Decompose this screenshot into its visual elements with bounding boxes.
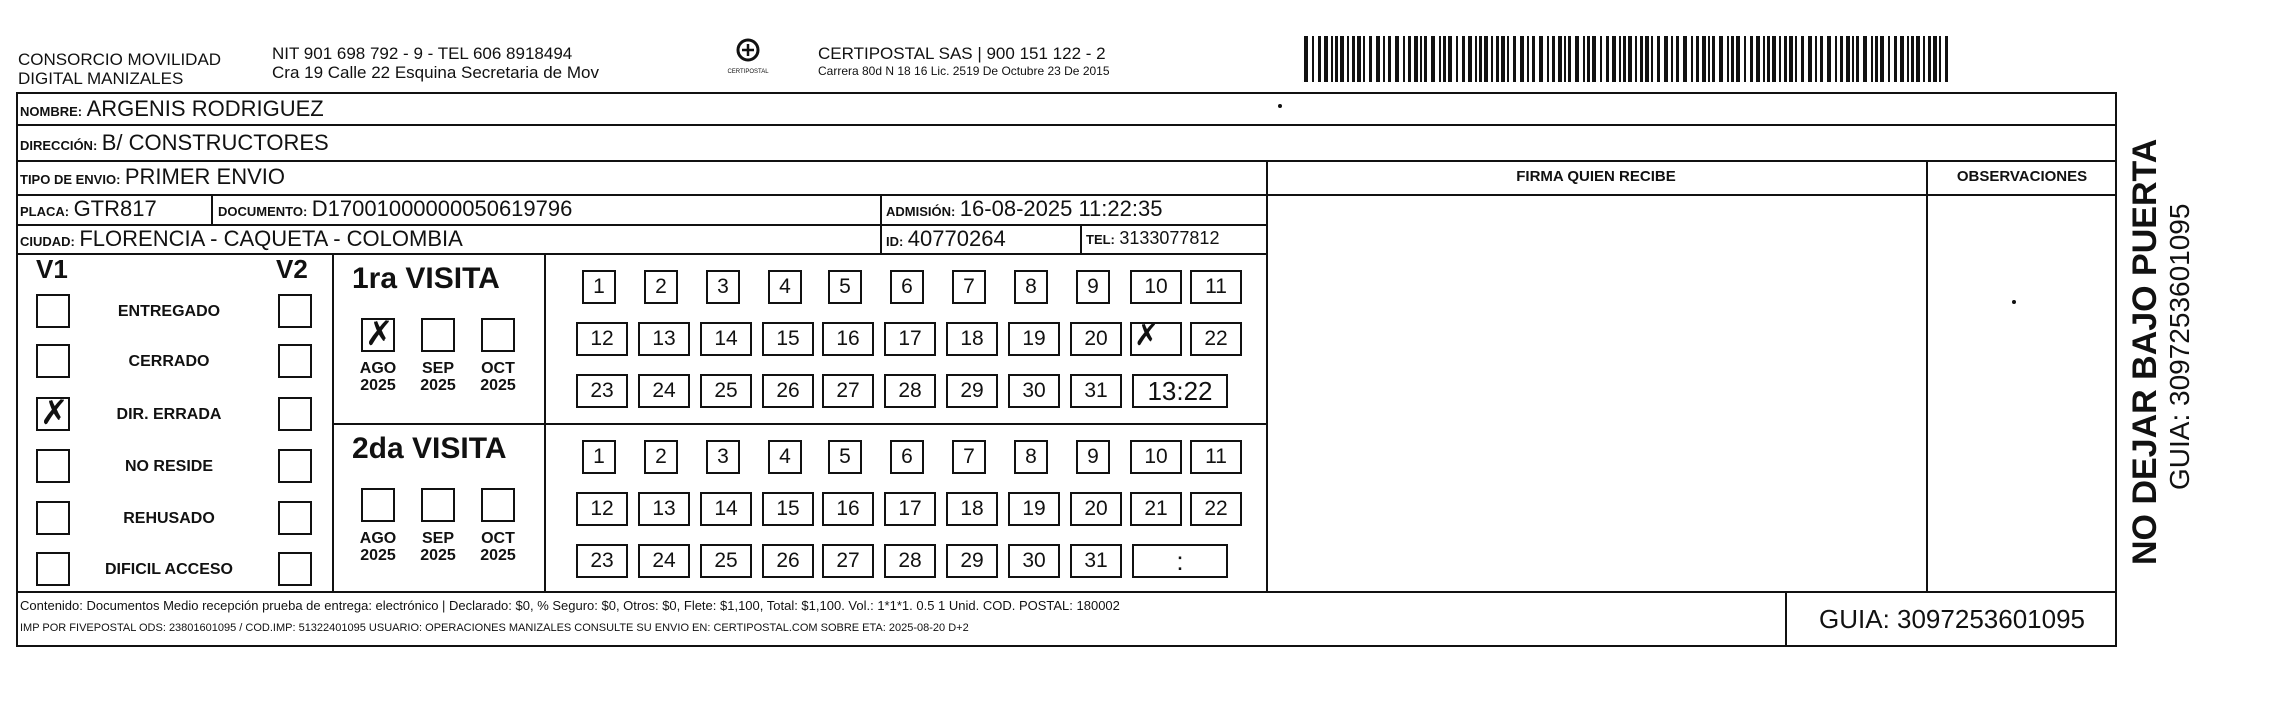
day-box[interactable]: 21 [1130, 492, 1182, 526]
day-box[interactable]: 13 [638, 322, 690, 356]
time-box[interactable]: 13:22 [1132, 374, 1228, 408]
barcode-bar [1827, 36, 1831, 82]
tel-label: TEL: [1086, 232, 1115, 247]
barcode-bar [1475, 36, 1477, 82]
month-label: OCT 2025 [480, 360, 516, 394]
month-label: SEP 2025 [420, 360, 456, 394]
barcode-bar [1623, 36, 1626, 82]
barcode-bar [1933, 36, 1937, 82]
barcode-bar [1863, 36, 1867, 82]
company-info [272, 44, 599, 82]
time-box[interactable]: : [1132, 544, 1228, 578]
day-box[interactable]: 2 [644, 440, 678, 474]
barcode-bar [1772, 36, 1776, 82]
barcode-bar [1945, 36, 1948, 82]
day-box[interactable]: 27 [822, 544, 874, 578]
barcode-bar [1795, 36, 1797, 82]
month-label: AGO 2025 [359, 530, 397, 564]
barcode-bar [1383, 36, 1385, 82]
barcode-bar [1907, 36, 1909, 82]
barcode-bar [1318, 36, 1321, 82]
placa-label: PLACA: [20, 204, 70, 219]
barcode-bar [1491, 36, 1493, 82]
day-box[interactable]: 8 [1014, 440, 1048, 474]
stray-mark [1278, 104, 1282, 108]
barcode-bar [1331, 36, 1333, 82]
firma-header: FIRMA QUIEN RECIBE [1516, 168, 1676, 185]
v1-checkbox[interactable] [36, 397, 70, 431]
direccion-value: B/ CONSTRUCTORES [101, 130, 329, 155]
barcode-bar [1750, 36, 1753, 82]
barcode-bar [1900, 36, 1904, 82]
barcode-bar [1352, 36, 1355, 82]
barcode-bar [1928, 36, 1931, 82]
v2-checkbox[interactable] [278, 501, 312, 535]
month-checkbox[interactable] [481, 488, 515, 522]
barcode-bar [1939, 36, 1941, 82]
id-label: ID: [886, 234, 904, 249]
ciudad-label: CIUDAD: [20, 234, 75, 249]
guia-box: GUIA: 3097253601095 [1819, 604, 2085, 634]
barcode-bar [1789, 36, 1793, 82]
first-visit-title: 1ra VISITA [352, 262, 500, 295]
day-box[interactable]: 29 [946, 544, 998, 578]
barcode-bar [1408, 36, 1411, 82]
imp-text: IMP POR FIVEPOSTAL ODS: 23801601095 / COD.IMP: 51322401095 USUARIO: OPERACIONES MANIZALES CONSULTE SU ENVIO EN: CERTIPOSTAL.COM SOBRE ETA: 2025-08-20 D+2 [20, 622, 969, 634]
placa-cell [20, 196, 157, 222]
day-box[interactable]: 23 [576, 374, 628, 408]
day-box[interactable]: 16 [822, 322, 874, 356]
company-line-1: CONSORCIO MOVILIDAD [18, 50, 222, 69]
barcode-bar [1744, 36, 1746, 82]
status-label: ENTREGADO [117, 303, 221, 320]
contenido-text: Contenido: Documentos Medio recepción prueba de entrega: electrónico | Declarado: $0, % Seguro: $0, Otros: $0, Flete: $1,100, Total: $1,100. Vol.: 1*1*1. 0.5 1 Unid. COD. POSTAL: 180002 [20, 598, 1120, 613]
day-box[interactable]: 24 [638, 544, 690, 578]
barcode-bar [1448, 36, 1452, 82]
barcode-bar [1645, 36, 1649, 82]
day-box[interactable]: 14 [700, 492, 752, 526]
barcode-bar [1606, 36, 1609, 82]
tipo-value: PRIMER ENVIO [124, 164, 285, 189]
barcode-bar [1324, 36, 1328, 82]
barcode-bar [1564, 36, 1566, 82]
barcode-bar [1363, 36, 1365, 82]
barcode-bar [1520, 36, 1524, 82]
barcode-bar [1335, 36, 1338, 82]
id-value: 40770264 [907, 226, 1006, 251]
barcode-bar [1840, 36, 1843, 82]
barcode-bar [1676, 36, 1679, 82]
barcode-bar [1911, 36, 1914, 82]
day-box[interactable]: 8 [1014, 270, 1048, 304]
v2-checkbox[interactable] [278, 344, 312, 378]
barcode-bar [1532, 36, 1535, 82]
barcode-bar [1439, 36, 1441, 82]
day-box[interactable]: 7 [952, 440, 986, 474]
day-box[interactable]: 26 [762, 374, 814, 408]
day-box[interactable]: 15 [762, 322, 814, 356]
day-box[interactable]: 23 [576, 544, 628, 578]
v2-checkbox[interactable] [278, 397, 312, 431]
day-box[interactable]: 10 [1130, 270, 1182, 304]
barcode-bar [1727, 36, 1729, 82]
barcode-bar [1552, 36, 1555, 82]
day-box[interactable]: 6 [890, 440, 924, 474]
barcode-bar [1619, 36, 1621, 82]
barcode-bar [1583, 36, 1585, 82]
barcode-bar [1820, 36, 1823, 82]
admision-value: 16-08-2025 11:22:35 [959, 196, 1163, 221]
barcode-bar [1628, 36, 1632, 82]
documento-label: DOCUMENTO: [218, 204, 308, 219]
barcode-bar [1527, 36, 1529, 82]
carrier-line-2: Carrera 80d N 18 16 Lic. 2519 De Octubre 23 De 2015 [818, 64, 1110, 78]
barcode-bar [1871, 36, 1873, 82]
month-label: OCT 2025 [480, 530, 516, 564]
barcode-bar [1547, 36, 1549, 82]
day-box[interactable]: 20 [1070, 492, 1122, 526]
day-box[interactable]: 11 [1190, 440, 1242, 474]
barcode-bar [1424, 36, 1427, 82]
barcode-bar [1592, 36, 1596, 82]
day-box[interactable]: 20 [1070, 322, 1122, 356]
barcode-bar [1496, 36, 1499, 82]
admision-label: ADMISIÓN: [886, 204, 956, 219]
barcode-bar [1923, 36, 1925, 82]
barcode-bar [1691, 36, 1693, 82]
no-dejar-warning: NO DEJAR BAJO PUERTA [2126, 138, 2164, 565]
status-label: REHUSADO [123, 510, 215, 527]
barcode-bar [1539, 36, 1543, 82]
barcode-bar [1575, 36, 1579, 82]
day-box[interactable]: 17 [884, 492, 936, 526]
day-box[interactable]: 5 [828, 270, 862, 304]
company-name [18, 50, 221, 88]
day-box[interactable]: 3 [706, 270, 740, 304]
barcode-bar [1763, 36, 1765, 82]
day-box[interactable]: 6 [890, 270, 924, 304]
barcode-bar [1507, 36, 1509, 82]
barcode-bar [1376, 36, 1380, 82]
barcode-bar [1852, 36, 1854, 82]
day-box[interactable]: 25 [700, 544, 752, 578]
barcode-bar [1312, 36, 1314, 82]
day-box[interactable]: 4 [768, 270, 802, 304]
barcode-bar [1801, 36, 1804, 82]
barcode-bar [1395, 36, 1399, 82]
logo-text: CERTIPOSTAL [727, 69, 769, 75]
barcode-bar [1462, 36, 1465, 82]
day-box[interactable]: 3 [706, 440, 740, 474]
direccion-row [20, 130, 329, 156]
status-label: CERRADO [128, 353, 210, 370]
observaciones-mark [2012, 300, 2016, 304]
barcode-bar [1664, 36, 1668, 82]
v2-header: V2 [276, 254, 308, 284]
day-box[interactable]: 31 [1070, 374, 1122, 408]
observaciones-header: OBSERVACIONES [1956, 168, 2088, 185]
barcode-bar [1702, 36, 1706, 82]
nombre-label: NOMBRE: [20, 104, 83, 119]
barcode-bar [1835, 36, 1837, 82]
barcode-bar [1304, 36, 1308, 82]
barcode-bar [1640, 36, 1643, 82]
day-box[interactable]: 18 [946, 492, 998, 526]
day-box[interactable]: 28 [884, 374, 936, 408]
certipostal-logo [712, 38, 784, 75]
barcode-bar [1357, 36, 1361, 82]
v2-checkbox[interactable] [278, 449, 312, 483]
day-box[interactable]: 15 [762, 492, 814, 526]
day-box[interactable]: 1 [582, 270, 616, 304]
barcode-bar [1815, 36, 1817, 82]
v2-checkbox[interactable] [278, 552, 312, 586]
documento-cell [218, 196, 572, 222]
nombre-row [20, 96, 324, 122]
barcode-bar [1671, 36, 1673, 82]
barcode-bar [1443, 36, 1446, 82]
v1-checkbox[interactable] [36, 344, 70, 378]
day-box[interactable]: 1 [582, 440, 616, 474]
tel-cell [1086, 228, 1219, 249]
barcode-bar [1558, 36, 1562, 82]
barcode-bar [1414, 36, 1418, 82]
day-box[interactable]: 30 [1008, 544, 1060, 578]
day-box[interactable]: 14 [700, 322, 752, 356]
day-box[interactable]: 29 [946, 374, 998, 408]
month-checkbox[interactable] [361, 318, 395, 352]
ciudad-value: FLORENCIA - CAQUETA - COLOMBIA [79, 226, 463, 251]
barcode-bar [1719, 36, 1723, 82]
barcode-bar [1403, 36, 1405, 82]
day-box[interactable]: 28 [884, 544, 936, 578]
barcode-bar [1369, 36, 1372, 82]
barcode-bar [1635, 36, 1637, 82]
barcode-bar [1894, 36, 1897, 82]
barcode-bar [1712, 36, 1715, 82]
v2-checkbox[interactable] [278, 294, 312, 328]
v1-checkbox[interactable] [36, 449, 70, 483]
day-box[interactable]: 30 [1008, 374, 1060, 408]
day-box[interactable]: 17 [884, 322, 936, 356]
admision-cell [886, 196, 1162, 222]
barcode-bar [1916, 36, 1920, 82]
id-cell [886, 226, 1006, 252]
day-box[interactable]: 19 [1008, 492, 1060, 526]
day-box[interactable] [1130, 322, 1182, 356]
barcode-bar [1875, 36, 1878, 82]
v1-checkbox[interactable] [36, 501, 70, 535]
month-checkbox[interactable] [361, 488, 395, 522]
documento-value: D17001000000050619796 [311, 196, 573, 221]
barcode-bar [1651, 36, 1653, 82]
day-box[interactable]: 22 [1190, 322, 1242, 356]
barcode-bar [1568, 36, 1571, 82]
month-label: SEP 2025 [420, 530, 456, 564]
nit-line: NIT 901 698 792 - 9 - TEL 606 8918494 [272, 44, 573, 63]
day-box[interactable]: 10 [1130, 440, 1182, 474]
barcode-bar [1779, 36, 1781, 82]
barcode [1304, 36, 1954, 87]
barcode-bar [1431, 36, 1435, 82]
barcode-bar [1347, 36, 1349, 82]
day-box[interactable]: 27 [822, 374, 874, 408]
month-checkbox[interactable] [421, 488, 455, 522]
day-box[interactable]: 16 [822, 492, 874, 526]
company-line-2: DIGITAL MANIZALES [18, 69, 184, 88]
day-box[interactable]: 2 [644, 270, 678, 304]
barcode-bar [1683, 36, 1687, 82]
day-box[interactable]: 22 [1190, 492, 1242, 526]
barcode-bar [1484, 36, 1488, 82]
month-checkbox[interactable] [481, 318, 515, 352]
day-box[interactable]: 4 [768, 440, 802, 474]
status-label: DIFICIL ACCESO [104, 561, 233, 578]
barcode-bar [1340, 36, 1344, 82]
carrier-line-1: CERTIPOSTAL SAS | 900 151 122 - 2 [818, 44, 1106, 63]
day-box[interactable]: 9 [1076, 440, 1110, 474]
logo-icon [733, 38, 763, 64]
barcode-bar [1736, 36, 1740, 82]
month-checkbox[interactable] [421, 318, 455, 352]
tel-value: 3133077812 [1119, 228, 1220, 248]
barcode-bar [1657, 36, 1660, 82]
barcode-bar [1880, 36, 1884, 82]
day-box[interactable]: 25 [700, 374, 752, 408]
barcode-bar [1696, 36, 1699, 82]
address-line: Cra 19 Calle 22 Esquina Secretaria de Mov [272, 63, 599, 82]
day-box[interactable]: 11 [1190, 270, 1242, 304]
barcode-bar [1600, 36, 1602, 82]
barcode-bar [1808, 36, 1812, 82]
day-box[interactable]: 12 [576, 322, 628, 356]
v1-checkbox[interactable] [36, 294, 70, 328]
placa-value: GTR817 [73, 196, 157, 221]
barcode-bar [1456, 36, 1458, 82]
barcode-bar [1479, 36, 1482, 82]
barcode-bar [1388, 36, 1391, 82]
month-label: AGO 2025 [359, 360, 397, 394]
barcode-graphic [1304, 36, 1954, 82]
tipo-row [20, 164, 285, 190]
v1-header: V1 [36, 254, 68, 284]
tipo-label: TIPO DE ENVIO: [20, 172, 121, 187]
barcode-bar [1784, 36, 1787, 82]
barcode-bar [1468, 36, 1472, 82]
nombre-value: ARGENIS RODRIGUEZ [86, 96, 324, 121]
day-box[interactable]: 19 [1008, 322, 1060, 356]
day-box[interactable]: 13 [638, 492, 690, 526]
barcode-bar [1846, 36, 1850, 82]
barcode-bar [1513, 36, 1516, 82]
barcode-bar [1612, 36, 1616, 82]
direccion-label: DIRECCIÓN: [20, 138, 98, 153]
day-box[interactable]: 9 [1076, 270, 1110, 304]
ciudad-cell [20, 226, 463, 252]
barcode-bar [1731, 36, 1734, 82]
carrier-info [818, 44, 1110, 79]
barcode-bar [1420, 36, 1422, 82]
barcode-bar [1756, 36, 1760, 82]
side-guia: GUIA: 3097253601095 [2164, 203, 2195, 490]
barcode-bar [1708, 36, 1710, 82]
day-box[interactable]: 31 [1070, 544, 1122, 578]
barcode-bar [1767, 36, 1770, 82]
barcode-bar [1587, 36, 1590, 82]
day-box[interactable]: 26 [762, 544, 814, 578]
day-box[interactable]: 7 [952, 270, 986, 304]
status-label: NO RESIDE [124, 458, 213, 475]
second-visit-title: 2da VISITA [352, 432, 507, 465]
day-box[interactable]: 5 [828, 440, 862, 474]
v1-checkbox[interactable] [36, 552, 70, 586]
barcode-bar [1501, 36, 1505, 82]
day-box[interactable]: 12 [576, 492, 628, 526]
status-label: DIR. ERRADA [116, 406, 222, 423]
barcode-bar [1888, 36, 1890, 82]
day-box[interactable]: 24 [638, 374, 690, 408]
day-box[interactable]: 18 [946, 322, 998, 356]
barcode-bar [1856, 36, 1859, 82]
